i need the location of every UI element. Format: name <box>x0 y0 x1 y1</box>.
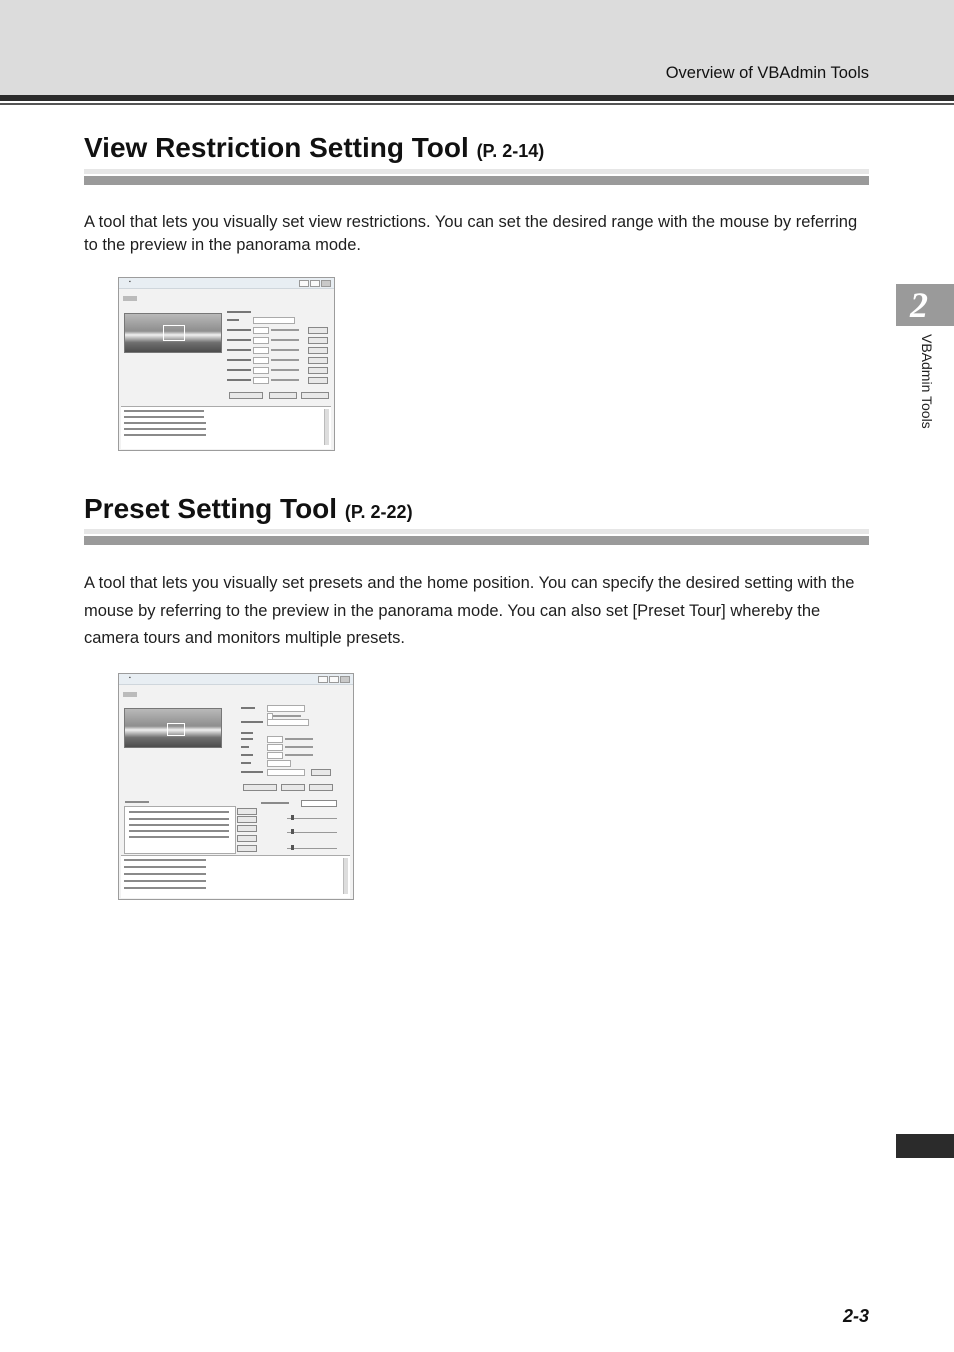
toolbar-icons <box>123 296 137 301</box>
panorama-preview <box>124 708 222 748</box>
tour-down-button <box>237 825 257 832</box>
section-title: Preset Setting Tool <box>84 493 338 524</box>
section-body <box>84 570 874 653</box>
heading-bar-light <box>84 169 869 174</box>
toolbar-icons <box>123 692 137 697</box>
section-heading-view-restriction <box>84 132 544 164</box>
panorama-preview <box>124 313 222 353</box>
ui-term-preset-tour: Preset Tour <box>637 601 722 620</box>
window-titlebar <box>119 674 353 685</box>
heading-bar-dark <box>84 536 869 545</box>
tour-add-button <box>237 808 257 815</box>
thumb-index-mark <box>896 1134 954 1158</box>
chapter-tab <box>896 284 954 326</box>
tour-delete-button <box>237 835 257 842</box>
heading-bar-dark <box>84 176 869 185</box>
tour-label <box>125 801 149 803</box>
log-panel <box>121 855 350 898</box>
preset-setting-tool-screenshot <box>118 673 354 900</box>
window-controls <box>299 280 331 287</box>
page-number: 2-3 <box>842 1306 869 1326</box>
running-header: Overview of VBAdmin Tools <box>665 64 869 82</box>
section-page-ref: (P. 2-14) <box>476 141 545 161</box>
auto-tour-label <box>261 802 289 804</box>
auto-tour-select <box>301 800 337 807</box>
section-body: A tool that lets you visually set view restrictions. You can set the desired range with the mouse by referring to the preview in the panorama mode. <box>84 213 858 254</box>
window-controls <box>318 676 350 683</box>
header-rule-thin <box>0 103 954 105</box>
window-titlebar <box>119 278 334 289</box>
tour-up-button <box>237 816 257 823</box>
section-heading-preset <box>84 493 413 525</box>
section-title: View Restriction Setting Tool <box>84 132 469 163</box>
window-app-icon: ▪ <box>129 279 131 285</box>
heading-bar-light <box>84 529 869 534</box>
log-panel <box>121 406 331 449</box>
chapter-side-label: VBAdmin Tools <box>919 334 935 429</box>
body-text: ] whereby the camera tours and monitors multiple presets. <box>84 601 821 647</box>
restriction-fields <box>227 310 333 420</box>
preset-fields <box>241 704 351 794</box>
window-app-icon: ▪ <box>129 675 131 681</box>
header-rule <box>0 95 954 101</box>
view-restriction-tool-screenshot <box>118 277 335 451</box>
section-page-ref: (P. 2-22) <box>344 502 413 522</box>
chapter-number: 2 <box>910 285 928 325</box>
tour-rename-button <box>237 845 257 852</box>
tour-schedule-list <box>124 806 236 854</box>
body-text: A tool that lets you visually set presets and the home position. You can specify the desired setting with the mouse by referring to the preview in the panorama mode. You can also set [ <box>84 574 855 620</box>
